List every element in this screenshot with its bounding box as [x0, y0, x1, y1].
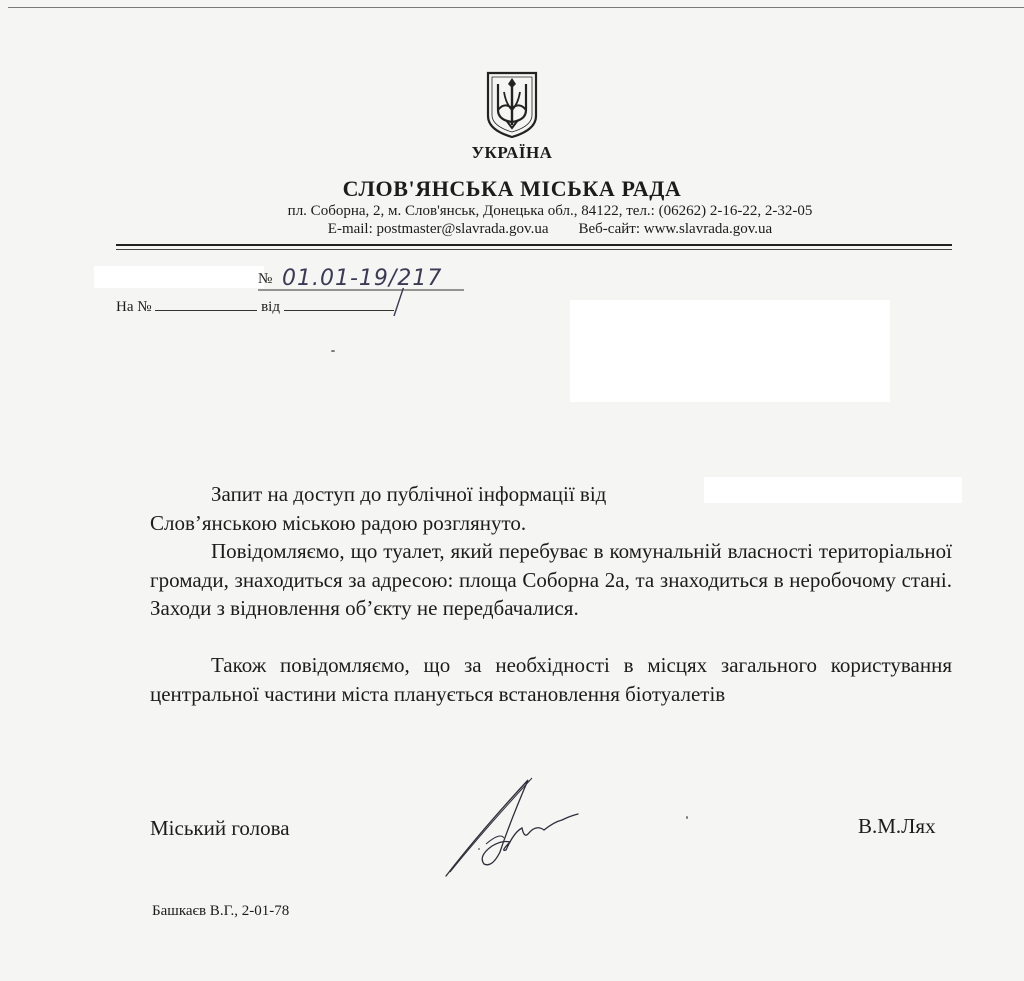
- paragraph-1-rest: Слов’янською міською радою розглянуто.: [150, 510, 527, 535]
- redacted-recipient: [570, 300, 890, 402]
- letterhead-rule-thin: [116, 249, 952, 250]
- outgoing-number-handwritten: 01.01-19/217: [282, 266, 443, 291]
- signatory-role: Міський голова: [150, 816, 290, 840]
- scan-speck: [331, 350, 335, 352]
- outgoing-number-label: №: [258, 271, 273, 287]
- redacted-requester: [704, 477, 962, 503]
- reference-from-label: від: [261, 299, 280, 315]
- scan-top-edge: [8, 7, 1024, 8]
- council-heading: СЛОВ'ЯНСЬКА МІСЬКА РАДА: [342, 176, 682, 201]
- body-paragraph-2: Повідомляємо, що туалет, який перебуває в комунальній власності територіальної громади, знаходиться за адресою: площа Соборна 2а, та знаходиться в неробочому стані. Заходи з відновлення об’єкту не передбачалися.: [150, 539, 952, 620]
- country-heading: УКРАЇНА: [471, 143, 553, 162]
- reference-line: [116, 296, 394, 316]
- council-contacts: E-mail: postmaster@slavrada.gov.ua Веб-сайт: www.slavrada.gov.ua: [327, 221, 773, 237]
- scan-speck: [478, 848, 480, 850]
- body-paragraph-3: Також повідомляємо, що за необхідності в місцях загального користування центральної частини міста планується встановлення біотуалетів: [150, 653, 952, 706]
- redacted-date: [94, 266, 264, 288]
- reference-number-blank: [155, 296, 257, 311]
- handwritten-signature: [440, 772, 590, 882]
- signatory-name: В.М.Лях: [858, 814, 936, 838]
- paragraph-1-lead: Запит на доступ до публічної інформації від: [211, 482, 607, 506]
- scan-speck: [686, 816, 688, 819]
- reference-label: На №: [116, 299, 152, 315]
- letterhead-rule-thick: [116, 244, 952, 246]
- reference-date-blank: [284, 296, 394, 311]
- executor-contact: Башкаєв В.Г., 2-01-78: [152, 903, 290, 919]
- council-address: пл. Соборна, 2, м. Слов'янськ, Донецька обл., 84122, тел.: (06262) 2-16-22, 2-32-05: [287, 203, 813, 219]
- trident-coat-of-arms-icon: [484, 70, 540, 140]
